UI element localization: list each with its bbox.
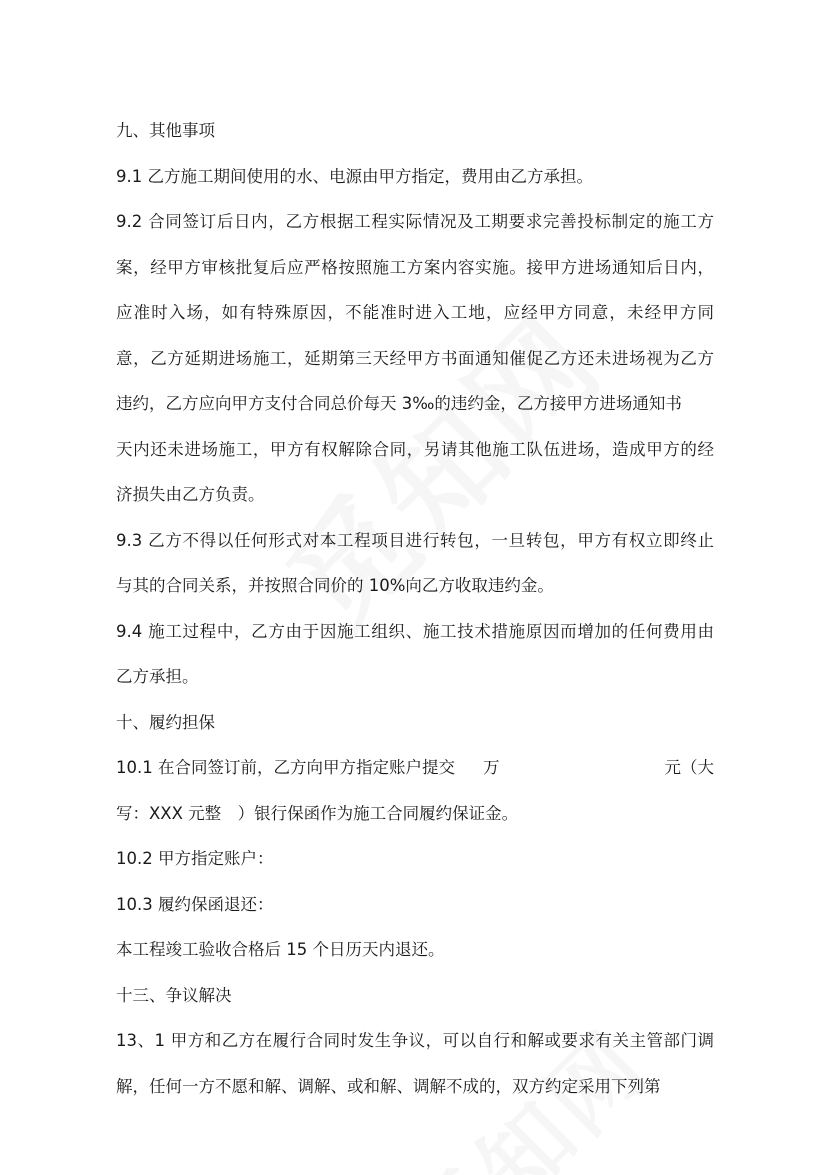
- clause-10-1-unit-yuan: 元（大: [664, 758, 714, 777]
- clause-10-3: 10.3 履约保函退还：: [116, 894, 274, 914]
- clause-10-1-line-1: [116, 745, 714, 791]
- clause-13-1-line-1: 13、1 甲方和乙方在履行合同时发生争议，可以自行和解或要求有关主管部门调: [116, 1031, 714, 1050]
- section-heading-10: 十、履约担保: [116, 712, 215, 732]
- clause-10-2: 10.2 甲方指定账户：: [116, 849, 274, 868]
- clause-9-4-line-1: 9.4 施工过程中，乙方由于因施工组织、施工技术措施原因而增加的任何费用由: [116, 621, 714, 641]
- clause-9-2-line-6: 天内还未进场施工，甲方有权解除合同，另请其他施工队伍进场，造成甲方的经: [116, 439, 714, 459]
- clause-10-3-detail: 本工程竣工验收合格后 15 个日历天内退还。: [116, 940, 445, 959]
- section-heading-9: 九、其他事项: [116, 121, 215, 140]
- clause-10-1-line-2: 写：XXX 元整 ）银行保函作为施工合同履约保证金。: [116, 803, 519, 823]
- clause-9-2-line-7: 济损失由乙方负责。: [116, 485, 265, 504]
- document-body: [116, 108, 714, 1109]
- clause-9-3-line-1: 9.3 乙方不得以任何形式对本工程项目进行转包，一旦转包，甲方有权立即终止: [116, 530, 714, 550]
- clause-9-4-line-2: 乙方承担。: [116, 667, 199, 686]
- clause-10-1-text: 10.1 在合同签订前，乙方向甲方指定账户提交: [116, 758, 455, 777]
- clause-9-2-line-2: 案，经甲方审核批复后应严格按照施工方案内容实施。接甲方进场通知后日内，: [116, 257, 714, 277]
- clause-9-2-line-5: 违约，乙方应向甲方支付合同总价每天 3‰的违约金，乙方接甲方进场通知书: [116, 394, 682, 413]
- clause-9-3-line-2: 与其的合同关系，并按照合同价的 10%向乙方收取违约金。: [116, 576, 554, 595]
- section-heading-13: 十三、争议解决: [116, 985, 232, 1005]
- clause-9-2-line-1: 9.2 合同签订后日内，乙方根据工程实际情况及工期要求完善投标制定的施工方: [116, 212, 714, 231]
- clause-9-2-line-3: 应准时入场，如有特殊原因，不能准时进入工地，应经甲方同意，未经甲方同: [116, 303, 714, 322]
- clause-13-1-line-2: 解，任何一方不愿和解、调解、或和解、调解不成的，双方约定采用下列第: [116, 1076, 661, 1096]
- clause-10-1-unit-wan: 万: [482, 758, 500, 777]
- clause-9-1: 9.1 乙方施工期间使用的水、电源由甲方指定，费用由乙方承担。: [116, 166, 593, 186]
- clause-9-2-line-4: 意，乙方延期进场施工，延期第三天经甲方书面通知催促乙方还未进场视为乙方: [116, 348, 714, 368]
